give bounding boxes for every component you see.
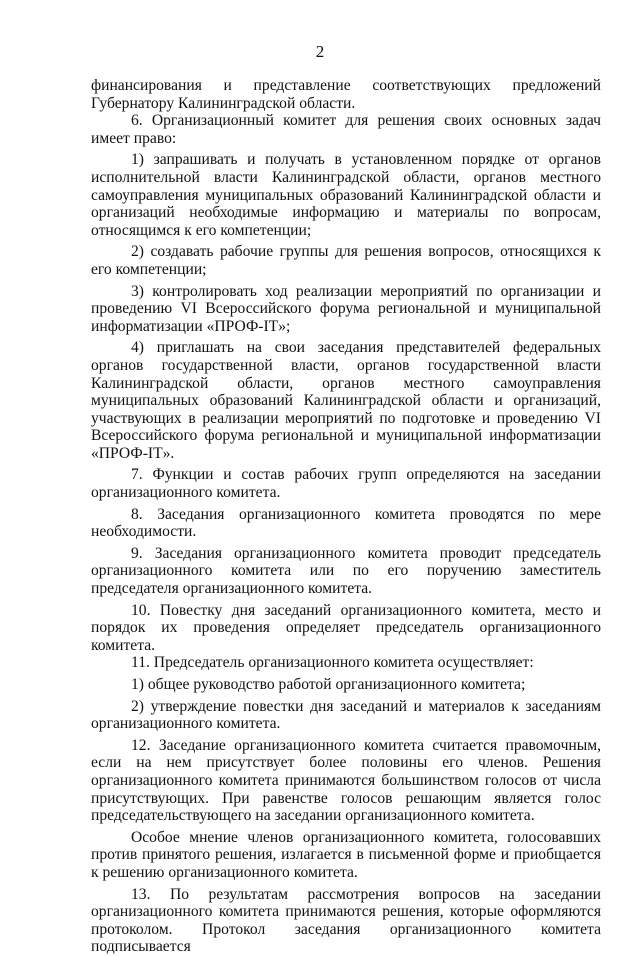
paragraph-subitem-6-4: 4) приглашать на свои заседания представителей федеральных органов государственной власти, органов государственной власти Калининградской области, органов местного самоуправления муниципальных образований Калининградской области и организаций, участвующих в реализации мероприятий по подготовке и проведению VI Всероссийского форума региональной и муниципальной информатизации «ПРОФ-IT».: [91, 339, 601, 462]
paragraph-item-7: 7. Функции и состав рабочих групп определяются на заседании организационного комитета.: [91, 466, 601, 502]
paragraph-subitem-11-2: 2) утверждение повестки дня заседаний и материалов к заседаниям организационного комитета.: [91, 697, 601, 733]
paragraph-continuation: финансирования и представление соответствующих предложений Губернатору Калининградской области.: [91, 77, 601, 112]
paragraph-subitem-6-2: 2) создавать рабочие группы для решения вопросов, относящихся к его компетенции;: [91, 243, 601, 278]
paragraph-dissenting-opinion: Особое мнение членов организационного комитета, голосовавших против принятого решения, излагается в письменной форме и приобщается к решению организационного комитета.: [91, 828, 601, 881]
paragraph-item-6: 6. Организационный комитет для решения своих основных задач имеет право:: [91, 112, 601, 147]
paragraph-item-9: 9. Заседания организационного комитета проводит председатель организационного комитета или по его поручению заместитель председателя организационного комитета.: [91, 544, 601, 598]
page-number: 2: [315, 42, 325, 61]
paragraph-subitem-11-1: 1) общее руководство работой организационного комитета;: [131, 676, 526, 693]
paragraph-item-13: 13. По результатам рассмотрения вопросов на заседании организационного комитета принимаются решения, которые оформляются протоколом. Протокол заседания организационного комитета подписывается: [91, 885, 601, 956]
paragraph-item-10: 10. Повестку дня заседаний организационного комитета, место и порядок их проведения определяет председатель организационного комитета.: [91, 601, 601, 654]
paragraph-item-12: 12. Заседание организационного комитета считается правомочным, если на нем присутствует более половины его членов. Решения организационного комитета принимаются большинством голосов от числа присутствующих. При равенстве голосов решающим является голос председательствующего на заседании организационного комитета.: [91, 736, 601, 825]
document-body: [91, 77, 601, 956]
paragraph-subitem-6-1: 1) запрашивать и получать в установленном порядке от органов исполнительной власти Калининградской области, органов местного самоуправления муниципальных образований Калининградской области и организаций необходимые информацию и материалы по вопросам, относящимся к его компетенции;: [91, 151, 601, 239]
paragraph-subitem-6-3: 3) контролировать ход реализации мероприятий по организации и проведению VI Всероссийского форума региональной и муниципальной информатизации «ПРОФ-IT»;: [91, 282, 601, 335]
paragraph-item-11: 11. Председатель организационного комитета осуществляет:: [131, 654, 534, 672]
paragraph-item-8: 8. Заседания организационного комитета проводятся по мере необходимости.: [91, 505, 601, 541]
